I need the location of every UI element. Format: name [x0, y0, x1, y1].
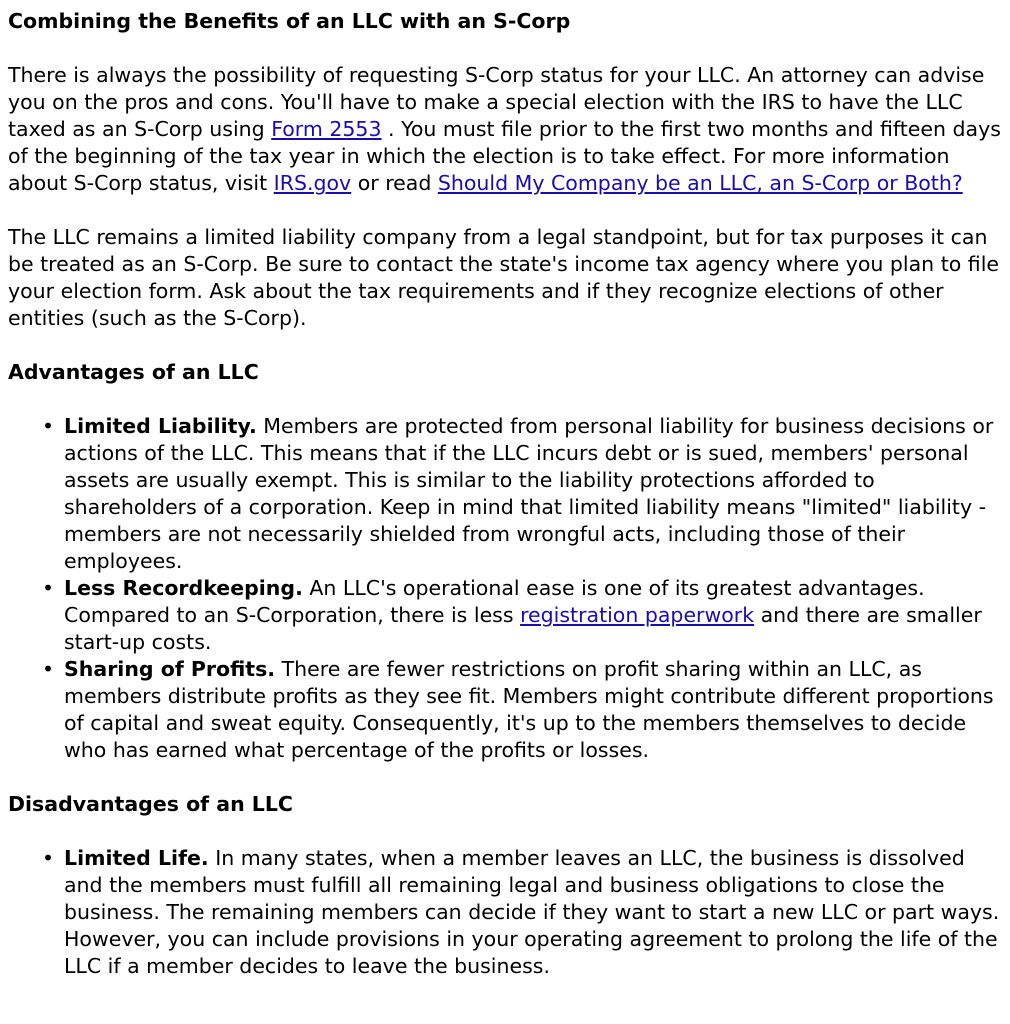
disadvantages-list [8, 845, 1002, 980]
list-item-text: and there are smaller start-up costs. [64, 603, 982, 654]
paragraph-text: There is always the possibility of requesting S-Corp status for your LLC. An attorney can advise you on the pros and cons. You'll have to make a special election with the IRS to have the LLC taxed as an S-Corp using [8, 63, 985, 141]
list-item-title: Sharing of Profits. [64, 657, 276, 681]
paragraph-text: or read [351, 171, 438, 195]
list-item-text: There are fewer restrictions on profit sharing within an LLC, as members distribute profits as they see fit. Members might contribute different proportions of capital and sweat equity. Consequently, it's up to the members themselves to decide who has earned what percentage of the profits or losses. [64, 657, 994, 762]
section-heading-advantages: Advantages of an LLC [8, 360, 259, 384]
list-item-text: In many states, when a member leaves an LLC, the business is dissolved and the members must fulfill all remaining legal and business obligations to close the business. The remaining members can decide if they want to start a new LLC or part ways. However, you can include provisions in your operating agreement to prolong the life of the LLC if a member decides to leave the business. [64, 846, 1000, 978]
bullet-icon: • [42, 846, 55, 870]
list-item-title: Less Recordkeeping. [64, 576, 303, 600]
paragraph-llc-legal-standpoint: The LLC remains a limited liability company from a legal standpoint, but for tax purposes it can be treated as an S-Corp. Be sure to contact the state's income tax agency where you plan to file your election form. Ask about the tax requirements and if they recognize elections of other entities (such as the S-Corp). [8, 225, 1000, 330]
paragraph-text: . You must file prior to the first two months and fifteen days of the beginning of the tax year in which the election is to take effect. For more information about S-Corp status, visit [8, 117, 1001, 195]
list-item-title: Limited Liability. [64, 414, 257, 438]
spacer [8, 818, 1002, 845]
spacer [8, 197, 1002, 224]
list-item-title: Limited Life. [64, 846, 209, 870]
list-item-less-recordkeeping [42, 575, 1002, 656]
llc-or-s-corp-article-link[interactable]: Should My Company be an LLC, an S-Corp or Both? [437, 171, 963, 195]
bullet-icon: • [42, 576, 55, 600]
spacer [8, 332, 1002, 359]
spacer [8, 386, 1002, 413]
section-heading-disadvantages: Disadvantages of an LLC [8, 792, 293, 816]
advantages-list [8, 413, 1002, 764]
list-item-sharing-of-profits [42, 656, 1002, 764]
list-item-limited-life [42, 845, 1002, 980]
list-item-text: An LLC's operational ease is one of its greatest advantages. Compared to an S-Corporation, there is less [64, 576, 925, 627]
registration-paperwork-link[interactable]: registration paperwork [520, 603, 755, 627]
paragraph-s-corp-election [8, 62, 1002, 197]
list-item-text: Members are protected from personal liability for business decisions or actions of the LLC. This means that if the LLC incurs debt or is sued, members' personal assets are usually exempt. This is similar to the liability protections afforded to shareholders of a corporation. Keep in mind that limited liability means "limited" liability - members are not necessarily shielded from wrongful acts, including those of their employees. [64, 414, 994, 573]
form-2553-link[interactable]: Form 2553 [271, 117, 382, 141]
section-heading-llc-s-corp: Combining the Benefits of an LLC with an S-Corp [8, 9, 571, 33]
irs-gov-link[interactable]: IRS.gov [273, 171, 352, 195]
bullet-icon: • [42, 414, 55, 438]
spacer [8, 764, 1002, 791]
bullet-icon: • [42, 657, 55, 681]
spacer [8, 35, 1002, 62]
list-item-limited-liability [42, 413, 1002, 575]
